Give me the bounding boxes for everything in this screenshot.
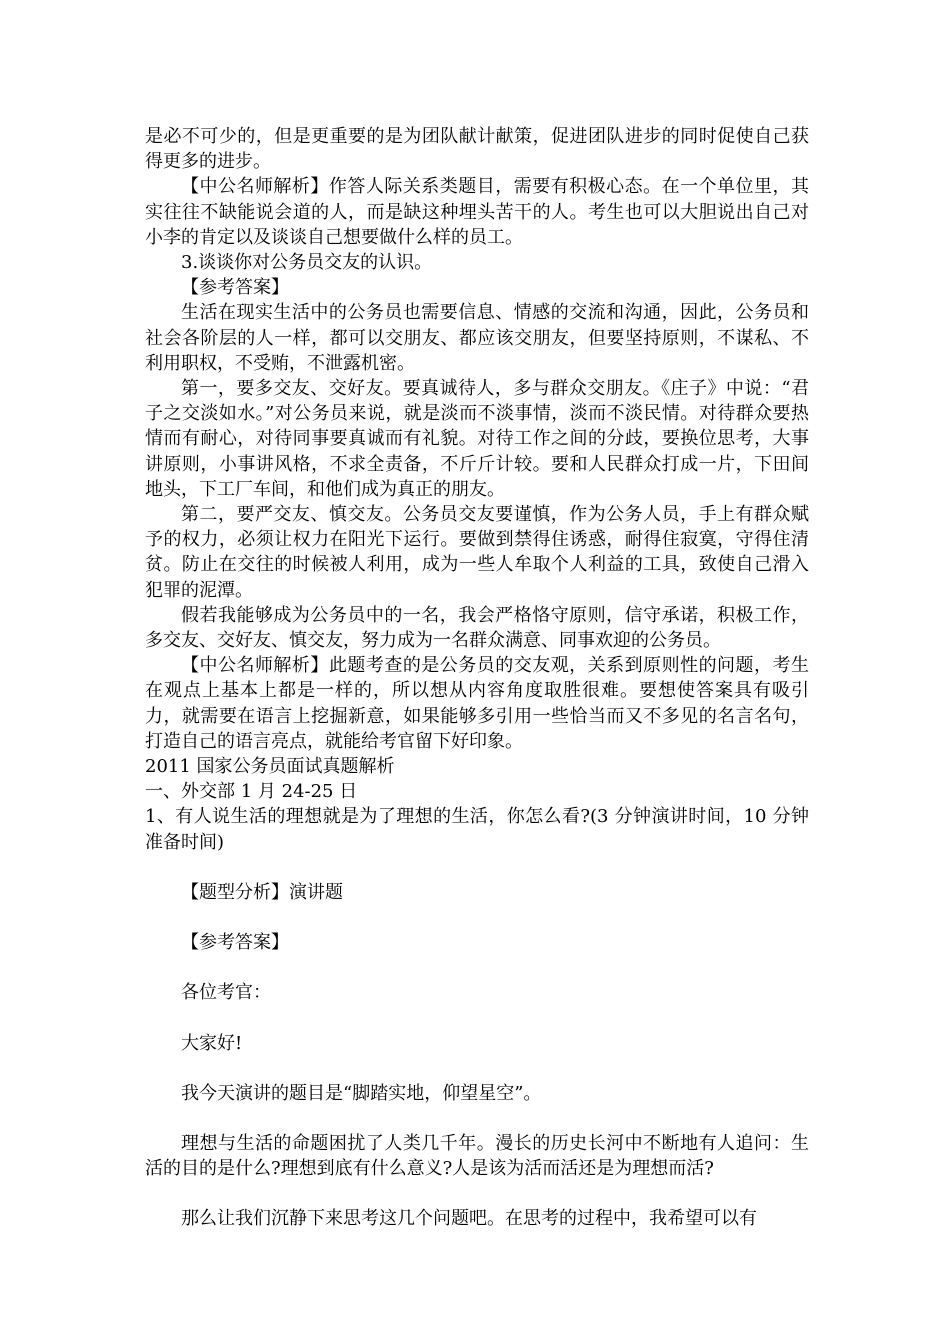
paragraph-19: 那么让我们沉静下来思考这几个问题吧。在思考的过程中，我希望可以有 <box>181 1208 757 1230</box>
greeting-examiners: 各位考官： <box>181 982 271 1004</box>
paragraph-1: 是必不可少的，但是更重要的是为团队献计献策，促进团队进步的同时促使自己获得更多的进步。 <box>145 126 809 173</box>
paragraph-5: 生活在现实生活中的公务员也需要信息、情感的交流和沟通，因此，公务员和社会各阶层的人一样，都可以交朋友、都应该交朋友，但要坚持原则，不谋私、不利用职权，不受贿，不泄露机密。 <box>145 302 809 374</box>
paragraph-18: 理想与生活的命题困扰了人类几千年。漫长的历史长河中不断地有人追问：生活的目的是什么?理想到底有什么意义?人是该为活而活还是为理想而活? <box>145 1132 809 1180</box>
greeting-hello: 大家好! <box>181 1032 243 1054</box>
section-heading: 2011 国家公务员面试真题解析 <box>145 756 395 778</box>
document-page <box>145 124 809 1232</box>
subsection-heading: 一、外交部 1 月 24-25 日 <box>145 781 358 803</box>
paragraph-6: 第一，要多交友、交好友。要真诚待人，多与群众交朋友。《庄子》中说：“君子之交淡如水。”对公务员来说，就是淡而不淡事情，淡而不淡民情。对待群众要热情而有耐心，对待同事要真诚而有礼貌。对待工作之间的分歧，要换位思考，大事讲原则，小事讲风格，不求全责备，不斤斤计较。要和人民群众打成一片，下田间地头，下工厂车间，和他们成为真正的朋友。 <box>145 378 809 500</box>
speech-title-line: 我今天演讲的题目是“脚踏实地，仰望星空”。 <box>181 1082 542 1104</box>
question-type-label: 【题型分析】演讲题 <box>181 881 343 903</box>
paragraph-9: 【中公名师解析】此题考查的是公务员的交友观，关系到原则性的问题，考生在观点上基本上都是一样的，所以想从内容角度取胜很难。要想使答案具有吸引力，就需要在语言上挖掘新意，如果能够多引用一些恰当而又不多见的名言名句，打造自己的语言亮点，就能给考官留下好印象。 <box>145 655 809 752</box>
reference-answer-label-2: 【参考答案】 <box>181 932 289 954</box>
paragraph-7: 第二，要严交友、慎交友。公务员交友要谨慎，作为公务人员，手上有群众赋予的权力，必须让权力在阳光下运行。要做到禁得住诱惑，耐得住寂寞，守得住清贫。防止在交往的时候被人利用，成为一些人牟取个人利益的工具，致使自己滑入犯罪的泥潭。 <box>145 504 809 601</box>
reference-answer-label: 【参考答案】 <box>181 277 289 299</box>
question-3-heading: 3.谈谈你对公务员交友的认识。 <box>181 252 433 274</box>
paragraph-2: 【中公名师解析】作答人际关系类题目，需要有积极心态。在一个单位里，其实往往不缺能说会道的人，而是缺这种埋头苦干的人。考生也可以大胆说出自己对小李的肯定以及谈谈自己想要做什么样的员工。 <box>145 176 809 248</box>
paragraph-8: 假若我能够成为公务员中的一名，我会严格恪守原则，信守承诺，积极工作，多交友、交好友、慎交友，努力成为一名群众满意、同事欢迎的公务员。 <box>145 604 809 652</box>
question-1-heading: 1、有人说生活的理想就是为了理想的生活，你怎么看?(3 分钟演讲时间，10 分钟准备时间) <box>145 806 809 853</box>
